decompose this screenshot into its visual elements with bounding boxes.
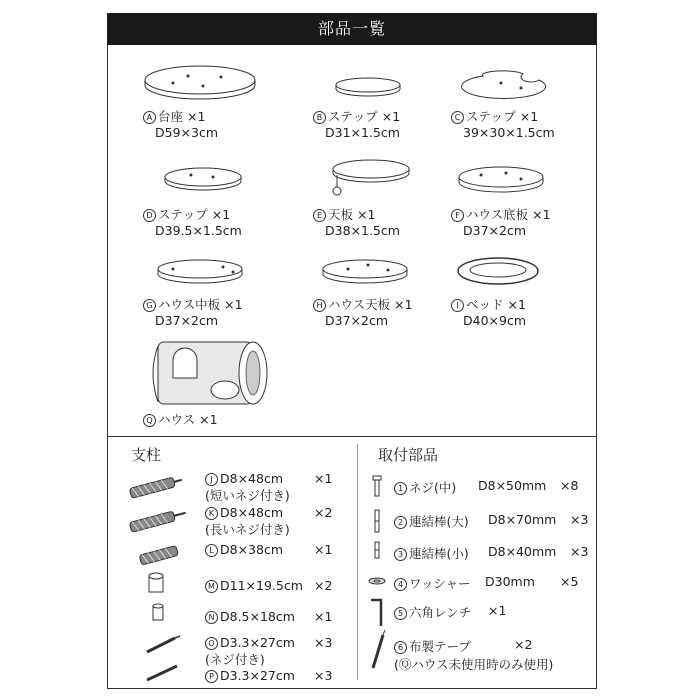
post-qty-m: ×2 (314, 578, 333, 593)
hardware-row-1 (394, 478, 456, 496)
hardware-qty-2: ×3 (570, 512, 589, 527)
post-dim: D3.3×27cm (220, 668, 295, 683)
part-name: ステップ (158, 207, 208, 222)
part-name: 天板 (328, 207, 354, 222)
part-i-image (451, 253, 561, 295)
mark-j: J (205, 473, 218, 486)
hardware-note: (Ⓠハウス未使用時のみ使用) (394, 657, 554, 672)
hardware-qty-4: ×5 (560, 574, 579, 589)
posts-illustrations (125, 470, 195, 685)
mark-l: L (205, 544, 218, 557)
part-dim: D59×3cm (155, 125, 219, 140)
post-qty-k: ×2 (314, 505, 333, 520)
mark-e: E (313, 209, 326, 222)
post-row-n (205, 609, 295, 624)
mark-q: Q (143, 414, 156, 427)
post-dim: D8×48cm (220, 505, 284, 520)
part-qty: ×1 (211, 207, 231, 222)
part-name: 台座 (158, 109, 184, 124)
hardware-row-2 (394, 512, 469, 530)
part-d (143, 163, 293, 239)
part-qty: ×1 (394, 297, 413, 312)
part-f-image (451, 163, 561, 205)
post-qty-n: ×1 (314, 609, 333, 624)
post-note: (ネジ付き) (205, 652, 265, 667)
hardware-name: ネジ(中) (409, 480, 457, 495)
part-b (313, 75, 463, 141)
mark-o: O (205, 637, 218, 650)
mark-g: G (143, 299, 156, 312)
hardware-dim-1: D8×50mm (478, 478, 547, 493)
hardware-row-4 (394, 574, 471, 592)
part-h-image (313, 255, 423, 295)
part-d-image (143, 163, 258, 205)
mark-k: K (205, 507, 218, 520)
part-g-image (143, 255, 258, 295)
mark-d: D (143, 209, 156, 222)
part-qty: ×1 (507, 297, 526, 312)
part-name: ハウス天板 (328, 297, 391, 312)
hardware-row-5 (394, 603, 471, 621)
part-g (143, 255, 293, 329)
hardware-name: 連結棒(小) (409, 546, 469, 561)
hardware-qty-5: ×1 (488, 603, 507, 618)
part-qty: ×1 (532, 207, 551, 222)
part-qty: ×1 (519, 109, 539, 124)
section-divider (107, 436, 597, 437)
part-h (313, 255, 463, 329)
column-divider (357, 444, 358, 680)
part-name: ステップ (466, 109, 516, 124)
hardware-illustrations (363, 470, 393, 680)
part-e (313, 155, 463, 239)
mark-6: 6 (394, 641, 407, 654)
part-a (143, 62, 293, 141)
post-row-k (205, 505, 290, 538)
post-dim: D8×48cm (220, 471, 284, 486)
part-qty: ×1 (357, 207, 376, 222)
hardware-dim-4: D30mm (485, 574, 535, 589)
hardware-name: ワッシャー (409, 576, 471, 591)
post-dim: D8×38cm (220, 542, 284, 557)
part-dim: D38×1.5cm (325, 223, 400, 238)
hardware-row-3 (394, 544, 469, 562)
post-row-l (205, 542, 283, 557)
mark-c: C (451, 111, 464, 124)
posts-title: 支柱 (131, 446, 162, 464)
hardware-name: 連結棒(大) (409, 514, 469, 529)
mark-b: B (313, 111, 326, 124)
part-dim: D39.5×1.5cm (155, 223, 242, 238)
mark-p: P (205, 670, 218, 683)
mark-a: A (143, 111, 156, 124)
part-dim: D37×2cm (463, 223, 527, 238)
part-name: ベッド (466, 297, 504, 312)
part-dim: D37×2cm (155, 313, 219, 328)
part-name: ハウス (158, 412, 196, 427)
mark-5: 5 (394, 607, 407, 620)
post-dim: D8.5×18cm (220, 609, 295, 624)
post-row-j (205, 471, 290, 504)
mark-f: F (451, 209, 464, 222)
part-name: ハウス中板 (158, 297, 221, 312)
part-dim: 39×30×1.5cm (463, 125, 555, 140)
part-qty: ×1 (224, 297, 243, 312)
part-qty: ×1 (199, 412, 218, 427)
post-qty-p: ×3 (314, 668, 333, 683)
hardware-title: 取付部品 (378, 446, 439, 464)
post-row-p (205, 668, 295, 683)
post-note: (短いネジ付き) (205, 488, 290, 503)
part-a-image (143, 62, 258, 107)
mark-h: H (313, 299, 326, 312)
post-qty-l: ×1 (314, 542, 333, 557)
part-c-image (451, 68, 561, 107)
part-dim: D40×9cm (463, 313, 527, 328)
page-title: 部品一覧 (107, 13, 597, 45)
mark-4: 4 (394, 578, 407, 591)
post-row-m (205, 578, 303, 593)
part-q-image (143, 338, 273, 410)
hardware-qty-6: ×2 (514, 637, 533, 652)
part-e-image (313, 155, 423, 205)
hardware-qty-1: ×8 (560, 478, 579, 493)
part-dim: D31×1.5cm (325, 125, 400, 140)
part-name: ハウス底板 (466, 207, 529, 222)
hardware-name: 六角レンチ (409, 605, 472, 620)
post-dim: D11×19.5cm (220, 578, 303, 593)
part-qty: ×1 (187, 109, 206, 124)
mark-3: 3 (394, 548, 407, 561)
post-row-o (205, 635, 295, 668)
mark-n: N (205, 611, 218, 624)
part-dim: D37×2cm (325, 313, 389, 328)
part-name: ステップ (328, 109, 378, 124)
hardware-dim-2: D8×70mm (488, 512, 557, 527)
part-qty: ×1 (381, 109, 401, 124)
hardware-qty-3: ×3 (570, 544, 589, 559)
part-i (451, 253, 601, 329)
part-q (143, 338, 293, 428)
mark-m: M (205, 580, 218, 593)
post-qty-j: ×1 (314, 471, 333, 486)
part-b-image (313, 75, 423, 107)
post-qty-o: ×3 (314, 635, 333, 650)
hardware-name: 布製テープ (409, 639, 471, 654)
mark-1: 1 (394, 482, 407, 495)
part-f (451, 163, 601, 239)
mark-i: I (451, 299, 464, 312)
post-note: (長いネジ付き) (205, 522, 290, 537)
post-dim: D3.3×27cm (220, 635, 295, 650)
part-c (451, 68, 601, 141)
mark-2: 2 (394, 516, 407, 529)
hardware-dim-3: D8×40mm (488, 544, 557, 559)
